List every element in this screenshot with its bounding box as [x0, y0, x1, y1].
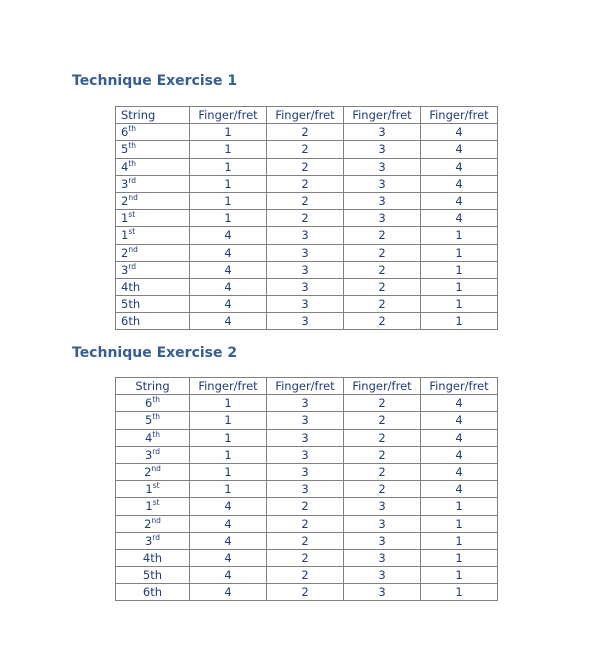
- finger-fret-cell: 1: [421, 244, 498, 261]
- string-ordinal-suffix: rd: [128, 175, 137, 185]
- string-ordinal-suffix: th: [128, 124, 137, 134]
- finger-fret-cell: 4: [190, 532, 267, 549]
- table-row: [116, 296, 498, 313]
- table-row: [116, 192, 498, 209]
- finger-fret-cell: 2: [344, 296, 421, 313]
- string-cell: [116, 175, 190, 192]
- finger-fret-cell: 4: [190, 244, 267, 261]
- finger-fret-cell: 1: [190, 429, 267, 446]
- finger-fret-cell: 2: [267, 158, 344, 175]
- string-cell: [116, 429, 190, 446]
- finger-fret-cell: 1: [421, 296, 498, 313]
- string-number: 5: [144, 413, 153, 428]
- finger-fret-cell: 4: [190, 296, 267, 313]
- string-number: 1: [121, 211, 129, 226]
- table-row: [116, 395, 498, 412]
- column-header-finger-fret: Finger/fret: [190, 107, 267, 124]
- string-ordinal-suffix: st: [128, 210, 136, 220]
- finger-fret-cell: 1: [421, 261, 498, 278]
- finger-fret-cell: 1: [190, 192, 267, 209]
- column-header-string: String: [116, 378, 190, 395]
- finger-fret-cell: 3: [267, 244, 344, 261]
- table-row: [116, 463, 498, 480]
- string-number: 6: [142, 585, 151, 600]
- finger-fret-cell: 2: [344, 395, 421, 412]
- finger-fret-cell: 3: [344, 584, 421, 601]
- table-header-row: [116, 107, 498, 124]
- finger-fret-cell: 3: [344, 515, 421, 532]
- string-cell: [116, 532, 190, 549]
- finger-fret-cell: 4: [421, 446, 498, 463]
- column-header-finger-fret: Finger/fret: [344, 107, 421, 124]
- finger-fret-cell: 4: [421, 412, 498, 429]
- string-cell: [116, 192, 190, 209]
- finger-fret-cell: 2: [344, 313, 421, 330]
- finger-fret-cell: 3: [267, 278, 344, 295]
- finger-fret-cell: 1: [190, 481, 267, 498]
- finger-fret-cell: 3: [267, 463, 344, 480]
- finger-fret-cell: 1: [421, 515, 498, 532]
- string-cell: [116, 261, 190, 278]
- string-ordinal-suffix: st: [128, 227, 136, 237]
- finger-fret-cell: 3: [267, 227, 344, 244]
- finger-fret-cell: 1: [190, 175, 267, 192]
- finger-fret-cell: 4: [421, 463, 498, 480]
- exercise-1-table: [115, 106, 498, 330]
- finger-fret-cell: 2: [344, 429, 421, 446]
- table-row: [116, 498, 498, 515]
- finger-fret-cell: 2: [267, 124, 344, 141]
- finger-fret-cell: 3: [344, 124, 421, 141]
- finger-fret-cell: 1: [190, 463, 267, 480]
- finger-fret-cell: 1: [421, 567, 498, 584]
- finger-fret-cell: 3: [344, 567, 421, 584]
- column-header-finger-fret: Finger/fret: [190, 378, 267, 395]
- finger-fret-cell: 3: [344, 549, 421, 566]
- table-row: [116, 567, 498, 584]
- string-cell: [116, 210, 190, 227]
- string-number: 5: [142, 568, 151, 583]
- table-row: [116, 227, 498, 244]
- finger-fret-cell: 1: [421, 313, 498, 330]
- table-row: [116, 244, 498, 261]
- string-number: 2: [144, 516, 152, 531]
- finger-fret-cell: 4: [421, 429, 498, 446]
- string-cell: [116, 584, 190, 601]
- finger-fret-cell: 4: [190, 278, 267, 295]
- string-number: 4: [121, 159, 129, 174]
- column-header-finger-fret: Finger/fret: [421, 107, 498, 124]
- table-row: [116, 141, 498, 158]
- finger-fret-cell: 4: [190, 227, 267, 244]
- finger-fret-cell: 3: [344, 532, 421, 549]
- table-row: [116, 412, 498, 429]
- table-header-row: [116, 378, 498, 395]
- finger-fret-cell: 2: [344, 463, 421, 480]
- finger-fret-cell: 1: [421, 498, 498, 515]
- string-number: 1: [145, 499, 153, 514]
- string-cell: [116, 549, 190, 566]
- finger-fret-cell: 2: [344, 446, 421, 463]
- table-row: [116, 549, 498, 566]
- table-row: [116, 429, 498, 446]
- finger-fret-cell: 3: [344, 192, 421, 209]
- finger-fret-cell: 2: [267, 515, 344, 532]
- string-cell: [116, 124, 190, 141]
- table-row: [116, 210, 498, 227]
- finger-fret-cell: 2: [344, 261, 421, 278]
- exercise-1-title: Technique Exercise 1: [72, 73, 238, 89]
- finger-fret-cell: 4: [421, 210, 498, 227]
- finger-fret-cell: 4: [421, 192, 498, 209]
- string-cell: [116, 141, 190, 158]
- string-number: 2: [121, 245, 129, 260]
- table-row: [116, 175, 498, 192]
- finger-fret-cell: 1: [190, 210, 267, 227]
- finger-fret-cell: 1: [190, 141, 267, 158]
- finger-fret-cell: 2: [344, 412, 421, 429]
- string-number: 2: [144, 465, 152, 480]
- string-number: 3: [121, 176, 129, 191]
- column-header-string: String: [116, 107, 190, 124]
- string-ordinal-suffix: th: [128, 141, 137, 151]
- finger-fret-cell: 3: [344, 141, 421, 158]
- string-ordinal-suffix: th: [152, 395, 161, 405]
- table-row: [116, 158, 498, 175]
- string-number: 1: [145, 482, 153, 497]
- string-number: 3: [121, 262, 129, 277]
- finger-fret-cell: 1: [421, 227, 498, 244]
- finger-fret-cell: 2: [344, 481, 421, 498]
- table-row: [116, 124, 498, 141]
- finger-fret-cell: 2: [344, 244, 421, 261]
- finger-fret-cell: 2: [267, 549, 344, 566]
- finger-fret-cell: 4: [190, 549, 267, 566]
- string-ordinal-suffix: th: [150, 568, 163, 583]
- string-number: 2: [121, 194, 129, 209]
- finger-fret-cell: 4: [421, 395, 498, 412]
- finger-fret-cell: 4: [421, 141, 498, 158]
- finger-fret-cell: 4: [421, 175, 498, 192]
- string-ordinal-suffix: st: [152, 498, 160, 508]
- table-row: [116, 515, 498, 532]
- table-row: [116, 313, 498, 330]
- string-ordinal-suffix: st: [152, 481, 160, 491]
- column-header-finger-fret: Finger/fret: [267, 107, 344, 124]
- string-ordinal-suffix: nd: [151, 515, 161, 525]
- string-cell: [116, 244, 190, 261]
- string-number: 6: [121, 314, 129, 329]
- string-ordinal-suffix: rd: [152, 532, 161, 542]
- finger-fret-cell: 4: [190, 584, 267, 601]
- table-row: [116, 584, 498, 601]
- string-number: 3: [144, 447, 153, 462]
- table-row: [116, 261, 498, 278]
- exercise-1-body: [116, 124, 498, 330]
- finger-fret-cell: 3: [344, 210, 421, 227]
- finger-fret-cell: 4: [421, 158, 498, 175]
- string-ordinal-suffix: th: [128, 297, 141, 312]
- finger-fret-cell: 3: [267, 481, 344, 498]
- finger-fret-cell: 4: [190, 567, 267, 584]
- table-row: [116, 532, 498, 549]
- finger-fret-cell: 2: [267, 141, 344, 158]
- finger-fret-cell: 2: [267, 532, 344, 549]
- finger-fret-cell: 1: [190, 395, 267, 412]
- finger-fret-cell: 3: [267, 446, 344, 463]
- finger-fret-cell: 2: [267, 175, 344, 192]
- exercise-2-title: Technique Exercise 2: [72, 345, 238, 361]
- finger-fret-cell: 4: [190, 261, 267, 278]
- string-cell: [116, 463, 190, 480]
- string-ordinal-suffix: th: [152, 412, 161, 422]
- finger-fret-cell: 3: [267, 313, 344, 330]
- string-ordinal-suffix: nd: [128, 193, 138, 203]
- finger-fret-cell: 1: [421, 532, 498, 549]
- string-cell: [116, 296, 190, 313]
- table-row: [116, 481, 498, 498]
- finger-fret-cell: 1: [421, 584, 498, 601]
- finger-fret-cell: 2: [267, 567, 344, 584]
- string-cell: [116, 412, 190, 429]
- string-number: 4: [144, 430, 153, 445]
- string-number: 4: [142, 550, 151, 565]
- finger-fret-cell: 3: [344, 175, 421, 192]
- finger-fret-cell: 4: [190, 515, 267, 532]
- finger-fret-cell: 3: [267, 429, 344, 446]
- string-cell: [116, 446, 190, 463]
- string-ordinal-suffix: th: [152, 429, 161, 439]
- finger-fret-cell: 1: [190, 446, 267, 463]
- finger-fret-cell: 1: [190, 412, 267, 429]
- column-header-finger-fret: Finger/fret: [344, 378, 421, 395]
- string-cell: [116, 395, 190, 412]
- string-number: 5: [121, 297, 129, 312]
- finger-fret-cell: 2: [267, 584, 344, 601]
- finger-fret-cell: 2: [344, 278, 421, 295]
- string-cell: [116, 567, 190, 584]
- finger-fret-cell: 3: [267, 412, 344, 429]
- finger-fret-cell: 4: [190, 313, 267, 330]
- column-header-finger-fret: Finger/fret: [421, 378, 498, 395]
- string-ordinal-suffix: rd: [152, 446, 161, 456]
- finger-fret-cell: 1: [421, 278, 498, 295]
- exercise-2-body: [116, 395, 498, 601]
- string-ordinal-suffix: nd: [128, 244, 138, 254]
- string-ordinal-suffix: th: [128, 279, 141, 294]
- string-cell: [116, 313, 190, 330]
- finger-fret-cell: 4: [421, 481, 498, 498]
- string-cell: [116, 498, 190, 515]
- finger-fret-cell: 2: [267, 192, 344, 209]
- string-cell: [116, 515, 190, 532]
- string-number: 5: [121, 142, 129, 157]
- finger-fret-cell: 2: [267, 498, 344, 515]
- string-cell: [116, 278, 190, 295]
- column-header-finger-fret: Finger/fret: [267, 378, 344, 395]
- string-cell: [116, 158, 190, 175]
- string-number: 3: [144, 533, 153, 548]
- finger-fret-cell: 2: [267, 210, 344, 227]
- finger-fret-cell: 3: [344, 498, 421, 515]
- string-ordinal-suffix: nd: [151, 464, 161, 474]
- finger-fret-cell: 4: [190, 498, 267, 515]
- finger-fret-cell: 3: [344, 158, 421, 175]
- finger-fret-cell: 2: [344, 227, 421, 244]
- string-cell: [116, 481, 190, 498]
- finger-fret-cell: 3: [267, 261, 344, 278]
- string-number: 6: [144, 396, 153, 411]
- finger-fret-cell: 4: [421, 124, 498, 141]
- exercise-2-table: [115, 377, 498, 601]
- table-row: [116, 278, 498, 295]
- string-ordinal-suffix: th: [150, 585, 163, 600]
- finger-fret-cell: 1: [421, 549, 498, 566]
- finger-fret-cell: 1: [190, 158, 267, 175]
- string-number: 4: [121, 279, 129, 294]
- string-ordinal-suffix: th: [150, 550, 163, 565]
- string-number: 6: [121, 125, 129, 140]
- finger-fret-cell: 3: [267, 395, 344, 412]
- string-ordinal-suffix: th: [128, 314, 141, 329]
- finger-fret-cell: 3: [267, 296, 344, 313]
- string-cell: [116, 227, 190, 244]
- finger-fret-cell: 1: [190, 124, 267, 141]
- string-ordinal-suffix: th: [128, 158, 137, 168]
- string-ordinal-suffix: rd: [128, 261, 137, 271]
- string-number: 1: [121, 228, 129, 243]
- table-row: [116, 446, 498, 463]
